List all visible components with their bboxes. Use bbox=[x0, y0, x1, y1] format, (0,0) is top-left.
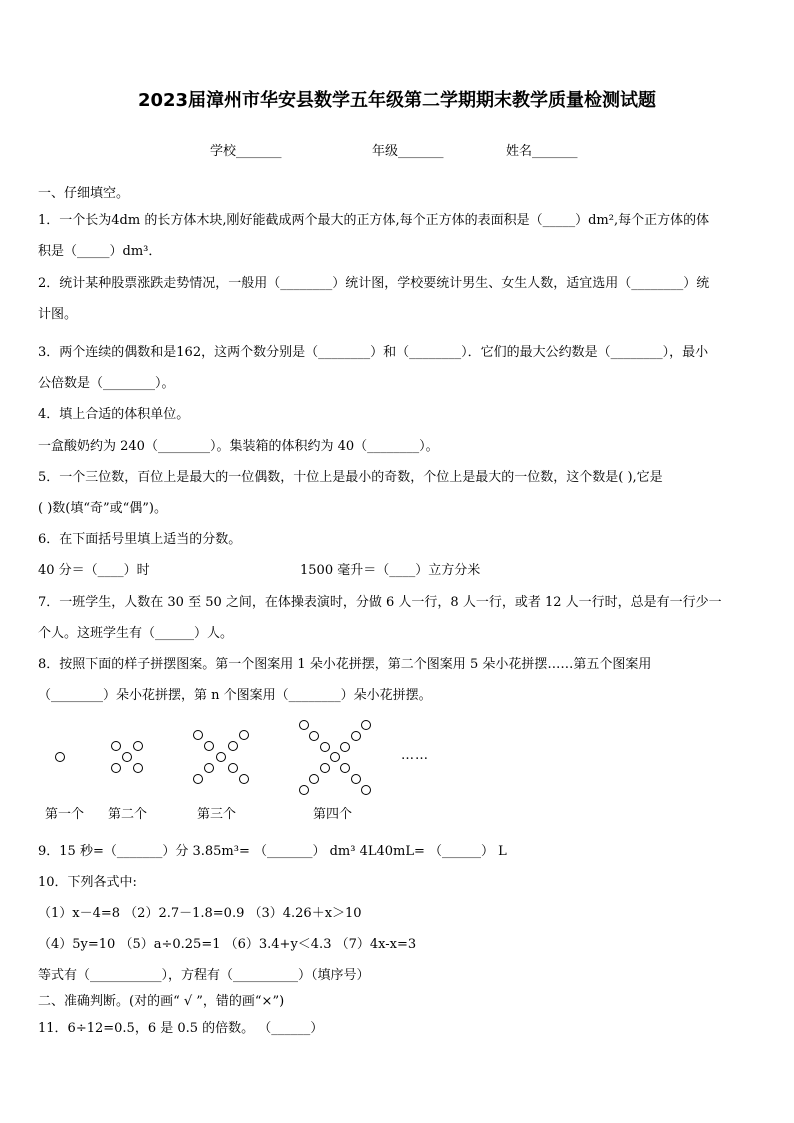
flower-circle bbox=[351, 731, 361, 741]
question-2-line-2: 计图。 bbox=[38, 307, 78, 322]
flower-circle bbox=[216, 752, 226, 762]
flower-circle bbox=[239, 730, 249, 740]
flower-circle bbox=[55, 752, 65, 762]
question-4-line-2: 一盒酸奶约为 240（________）。集装箱的体积约为 40（________）。 bbox=[38, 439, 439, 454]
page-title: 2023届漳州市华安县数学五年级第二学期期末教学质量检测试题 bbox=[137, 90, 657, 111]
flower-circle bbox=[204, 741, 214, 751]
flower-circle bbox=[351, 774, 361, 784]
question-11: 11．6÷12=0.5，6 是 0.5 的倍数。 （______） bbox=[38, 1021, 324, 1036]
question-4-line-1: 4．填上合适的体积单位。 bbox=[38, 407, 190, 422]
flower-circle bbox=[299, 785, 309, 795]
question-3-line-2: 公倍数是（________）。 bbox=[38, 376, 175, 391]
flower-circle bbox=[228, 741, 238, 751]
question-7-line-1: 7．一班学生，人数在 30 至 50 之间，在体操表演时，分做 6 人一行，8 人一行，或者 12 人一行时，总是有一行少一 bbox=[38, 595, 722, 610]
flower-circle bbox=[193, 774, 203, 784]
question-2-line-1: 2．统计某种股票涨跌走势情况，一般用（________）统计图，学校要统计男生、女生人数，适宜选用（________）统 bbox=[38, 276, 710, 291]
school-field: 学校_______ bbox=[210, 144, 282, 159]
flower-circle bbox=[111, 763, 121, 773]
flower-circle bbox=[204, 763, 214, 773]
question-7-line-2: 个人。这班学生有（______）人。 bbox=[38, 626, 234, 641]
flower-circle bbox=[340, 763, 350, 773]
flower-circle bbox=[320, 742, 330, 752]
figure-1-label: 第一个 bbox=[45, 807, 85, 822]
question-9: 9．15 秒=（_______）分 3.85m³= （_______） dm³ 4L40mL= （______） L bbox=[38, 844, 507, 859]
flower-circle bbox=[330, 752, 340, 762]
flower-circle bbox=[361, 785, 371, 795]
question-1-line-1: 1．一个长为4dm 的长方体木块,刚好能截成两个最大的正方体,每个正方体的表面积是（_____）dm²,每个正方体的体 bbox=[38, 213, 710, 228]
section-2-heading: 二、准确判断。(对的画“ √ ”，错的画“×”) bbox=[38, 994, 285, 1009]
question-6-item-1: 40 分＝（____）时 bbox=[38, 563, 150, 578]
flower-circle bbox=[193, 730, 203, 740]
question-10-line-2: （1）x－4=8 （2）2.7－1.8=0.9 （3）4.26＋x＞10 bbox=[38, 906, 362, 921]
flower-circle bbox=[309, 774, 319, 784]
flower-circle bbox=[309, 731, 319, 741]
flower-circle bbox=[122, 752, 132, 762]
flower-circle bbox=[361, 720, 371, 730]
flower-circle bbox=[111, 741, 121, 751]
question-6-item-2: 1500 毫升＝（____）立方分米 bbox=[300, 563, 481, 578]
flower-circle bbox=[133, 763, 143, 773]
question-10-line-3: （4）5y=10 （5）a÷0.25=1 （6）3.4+y＜4.3 （7）4x-x=3 bbox=[38, 937, 417, 952]
figure-3-label: 第三个 bbox=[197, 807, 237, 822]
question-5-line-2: ( )数(填“奇”或“偶”)。 bbox=[38, 501, 168, 516]
flower-circle bbox=[340, 742, 350, 752]
flower-circle bbox=[299, 720, 309, 730]
flower-circle bbox=[320, 763, 330, 773]
flower-circle bbox=[239, 774, 249, 784]
question-10-line-1: 10．下列各式中: bbox=[38, 875, 137, 890]
section-1-heading: 一、仔细填空。 bbox=[38, 186, 130, 201]
question-3-line-1: 3．两个连续的偶数和是162，这两个数分别是（________）和（________）．它们的最大公约数是（________），最小 bbox=[38, 345, 709, 360]
name-field: 姓名_______ bbox=[506, 144, 578, 159]
figure-2-label: 第二个 bbox=[108, 807, 148, 822]
pattern-ellipsis: …… bbox=[401, 748, 429, 763]
question-1-line-2: 积是（_____）dm³． bbox=[38, 244, 162, 259]
grade-field: 年级_______ bbox=[372, 144, 444, 159]
flower-circle bbox=[133, 741, 143, 751]
question-5-line-1: 5．一个三位数，百位上是最大的一位偶数，十位上是最小的奇数，个位上是最大的一位数，这个数是( ),它是 bbox=[38, 470, 663, 485]
question-8-line-2: （________）朵小花拼摆，第 n 个图案用（________）朵小花拼摆。 bbox=[38, 688, 432, 703]
question-8-line-1: 8．按照下面的样子拼摆图案。第一个图案用 1 朵小花拼摆，第二个图案用 5 朵小花拼摆……第五个图案用 bbox=[38, 657, 652, 672]
question-6-line-1: 6．在下面括号里填上适当的分数。 bbox=[38, 532, 242, 547]
flower-circle bbox=[228, 763, 238, 773]
question-10-line-4: 等式有（___________），方程有（__________）（填序号） bbox=[38, 968, 370, 983]
figure-4-label: 第四个 bbox=[313, 807, 353, 822]
